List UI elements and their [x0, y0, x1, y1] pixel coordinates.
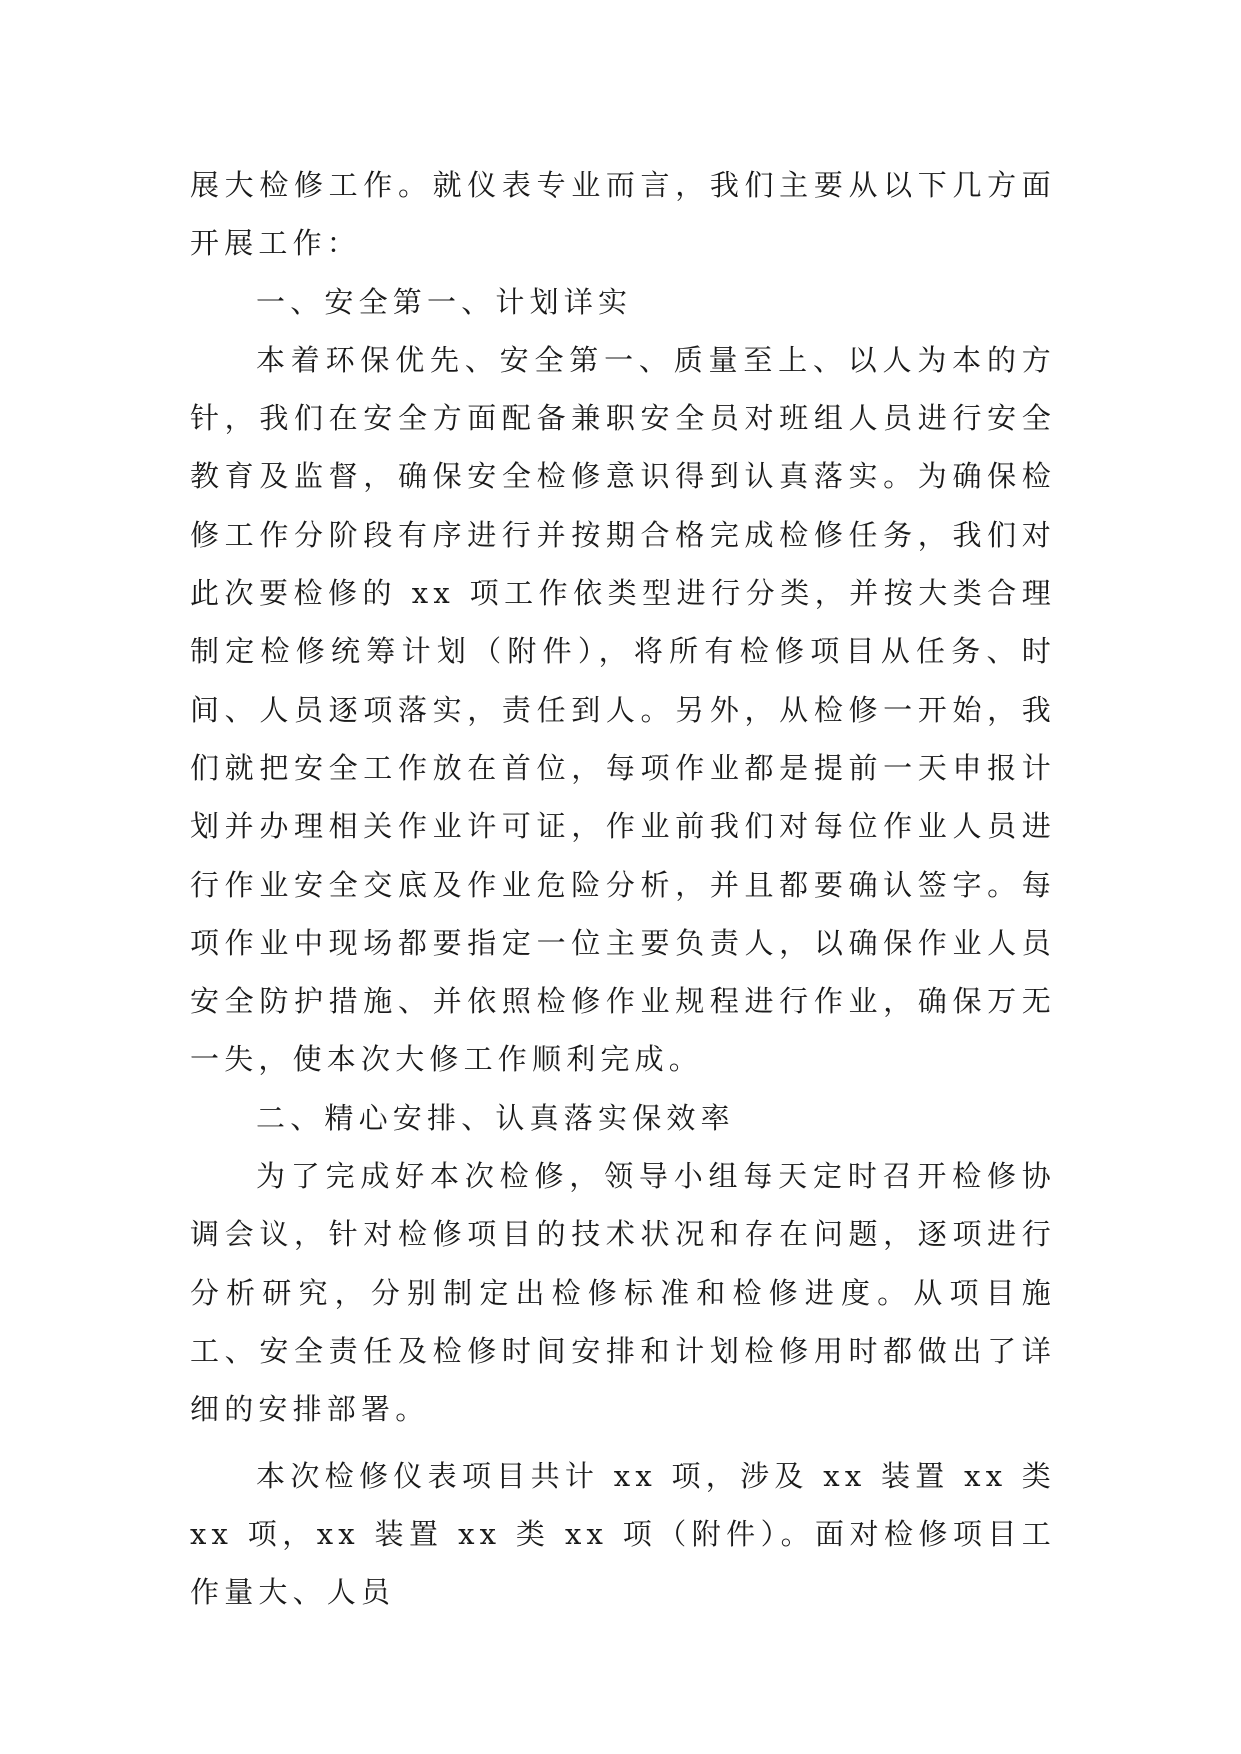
paragraph-project-count: 本次检修仪表项目共计 xx 项，涉及 xx 装置 xx 类 xx 项，xx 装置 xx 类 xx 项（附件）。面对检修项目工作量大、人员 [190, 1458, 1056, 1610]
heading-section-2: 二、精心安排、认真落实保效率 [256, 1100, 735, 1135]
document-body [190, 156, 1056, 1621]
paragraph-safety: 本着环保优先、安全第一、质量至上、以人为本的方针，我们在安全方面配备兼职安全员对班组人员进行安全教育及监督，确保安全检修意识得到认真落实。为确保检修工作分阶段有序进行并按期合格完成检修任务，我们对此次要检修的 xx 项工作依类型进行分类，并按大类合理制定检修统筹计划（附件），将所有检修项目从任务、时间、人员逐项落实，责任到人。另外，从检修一开始，我们就把安全工作放在首位，每项作业都是提前一天申报计划并办理相关作业许可证，作业前我们对每位作业人员进行作业安全交底及作业危险分析，并且都要确认签字。每项作业中现场都要指定一位主要负责人，以确保作业人员安全防护措施、并依照检修作业规程进行作业，确保万无一失，使本次大修工作顺利完成。 [190, 342, 1056, 1077]
paragraph-planning: 为了完成好本次检修，领导小组每天定时召开检修协调会议，针对检修项目的技术状况和存在问题，逐项进行分析研究，分别制定出检修标准和检修进度。从项目施工、安全责任及检修时间安排和计划检修用时都做出了详细的安排部署。 [190, 1159, 1056, 1427]
paragraph-intro-continuation: 展大检修工作。就仪表专业而言，我们主要从以下几方面开展工作： [190, 168, 1056, 261]
heading-section-1: 一、安全第一、计划详实 [256, 284, 633, 319]
